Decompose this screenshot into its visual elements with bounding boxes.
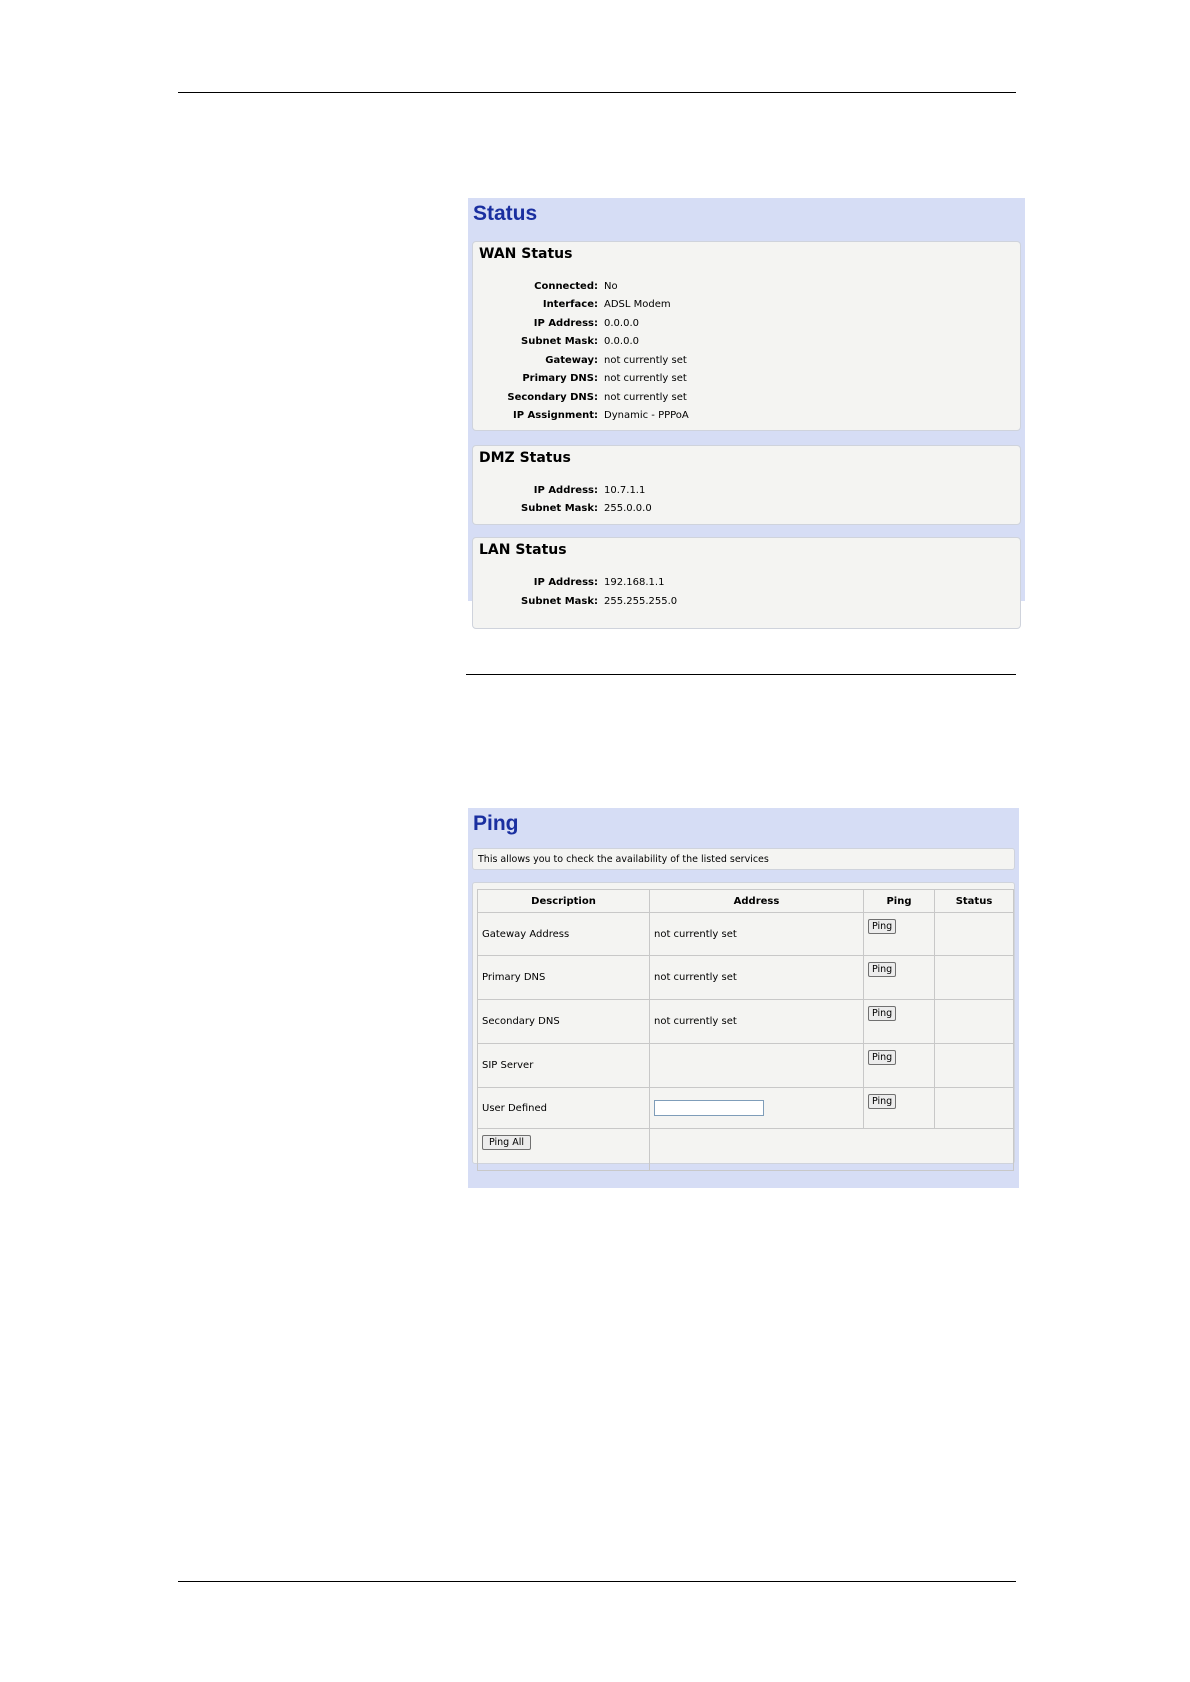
middle-rule xyxy=(466,674,1016,675)
ping-title: Ping xyxy=(473,812,519,835)
lan-status-panel xyxy=(472,537,1021,629)
ping-button-secondary-dns[interactable]: Ping xyxy=(868,1006,896,1021)
ping-table-frame xyxy=(472,882,1015,1164)
row-address xyxy=(650,1044,864,1088)
row-address: not currently set xyxy=(650,913,864,956)
lan-row-ip-address: IP Address: 192.168.1.1 xyxy=(533,577,665,588)
row-address: not currently set xyxy=(650,956,864,1000)
table-row xyxy=(478,1000,1014,1044)
wan-status-panel xyxy=(472,241,1021,431)
ping-table xyxy=(477,889,1014,1171)
wan-row-gateway: Gateway: not currently set xyxy=(545,355,687,366)
table-row xyxy=(478,913,1014,956)
ping-description: This allows you to check the availability of the listed services xyxy=(478,854,769,865)
wan-row-interface: Interface: ADSL Modem xyxy=(542,299,671,310)
ping-all-button[interactable]: Ping All xyxy=(482,1135,531,1150)
wan-row-secondary-dns: Secondary DNS: not currently set xyxy=(507,392,687,403)
ping-button-primary-dns[interactable]: Ping xyxy=(868,962,896,977)
dmz-row-ip-address: IP Address: 10.7.1.1 xyxy=(533,485,646,496)
wan-row-subnet-mask: Subnet Mask: 0.0.0.0 xyxy=(521,336,639,347)
wan-row-ip-assignment: IP Assignment: Dynamic - PPPoA xyxy=(513,410,689,421)
row-description: User Defined xyxy=(478,1088,650,1129)
bottom-rule xyxy=(178,1581,1016,1582)
dmz-row-subnet-mask: Subnet Mask: 255.0.0.0 xyxy=(521,503,652,514)
table-row xyxy=(478,1044,1014,1088)
top-rule xyxy=(178,92,1016,93)
dmz-status-panel xyxy=(472,445,1021,525)
row-description: Primary DNS xyxy=(478,956,650,1000)
status-screenshot xyxy=(468,198,1025,607)
row-description: Gateway Address xyxy=(478,913,650,956)
ping-all-row-spacer xyxy=(650,1129,1014,1171)
row-status xyxy=(935,1088,1014,1129)
lan-row-subnet-mask: Subnet Mask: 255.255.255.0 xyxy=(521,596,678,607)
column-address: Address xyxy=(650,890,864,913)
ping-table-header xyxy=(478,890,1014,913)
ping-button-user-defined[interactable]: Ping xyxy=(868,1094,896,1109)
wan-row-primary-dns: Primary DNS: not currently set xyxy=(522,373,687,384)
lan-status-heading: LAN Status xyxy=(479,542,567,558)
row-status xyxy=(935,1044,1014,1088)
table-row xyxy=(478,1129,1014,1171)
row-description: SIP Server xyxy=(478,1044,650,1088)
row-status xyxy=(935,1000,1014,1044)
column-description: Description xyxy=(478,890,650,913)
status-title: Status xyxy=(473,202,538,225)
row-status xyxy=(935,913,1014,956)
table-row xyxy=(478,1088,1014,1129)
table-row xyxy=(478,956,1014,1000)
column-ping: Ping xyxy=(864,890,935,913)
ping-description-box xyxy=(472,848,1015,870)
row-address: not currently set xyxy=(650,1000,864,1044)
row-description: Secondary DNS xyxy=(478,1000,650,1044)
ping-button-gateway[interactable]: Ping xyxy=(868,919,896,934)
wan-row-ip-address: IP Address: 0.0.0.0 xyxy=(533,318,639,329)
column-status: Status xyxy=(935,890,1014,913)
ping-button-sip-server[interactable]: Ping xyxy=(868,1050,896,1065)
row-status xyxy=(935,956,1014,1000)
ping-screenshot xyxy=(468,808,1019,1188)
wan-row-connected: Connected: No xyxy=(534,281,618,292)
user-defined-address-input[interactable] xyxy=(654,1100,764,1116)
dmz-status-heading: DMZ Status xyxy=(479,450,571,466)
wan-status-heading: WAN Status xyxy=(479,246,573,262)
